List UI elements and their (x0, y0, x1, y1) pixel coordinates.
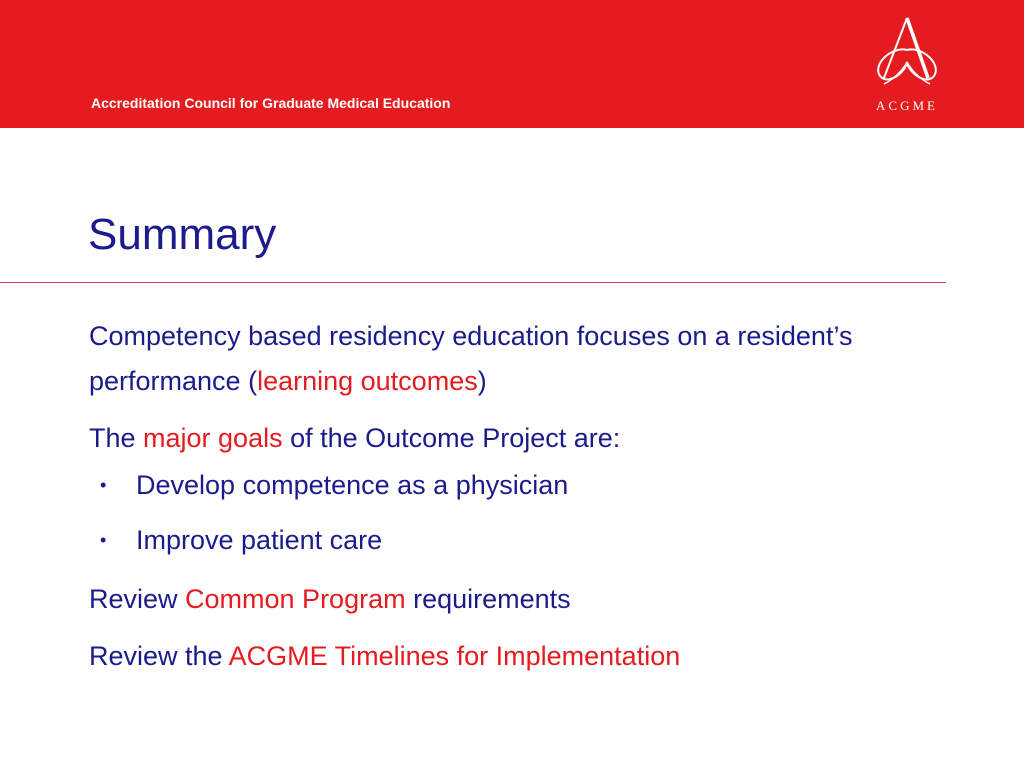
goals-list (89, 463, 949, 563)
bullet-icon: • (100, 475, 107, 495)
list-item (89, 463, 949, 508)
paragraph-review-program-lead: Review (89, 584, 186, 614)
organization-name: Accreditation Council for Graduate Medical Education (91, 95, 451, 111)
header-banner (0, 0, 1024, 128)
slide-body (89, 314, 949, 679)
logo-text: ACGME (876, 98, 938, 113)
slide-title: Summary (88, 210, 277, 259)
paragraph-review-program-tail: requirements (405, 584, 571, 614)
paragraph-review-timelines (89, 634, 949, 679)
paragraph-competency-text: Competency based residency education focuses on a resident’s performance ( (89, 321, 853, 396)
acgme-logo (862, 16, 952, 116)
title-divider (0, 282, 946, 283)
paragraph-goals-lead: The (89, 423, 144, 453)
paragraph-goals (89, 416, 949, 461)
highlight-major-goals: major goals (143, 423, 283, 453)
bullet-icon: • (100, 530, 107, 550)
paragraph-review-program (89, 577, 949, 622)
paragraph-competency (89, 314, 949, 404)
highlight-acgme-timelines: ACGME Timelines for Implementation (228, 641, 681, 671)
paragraph-review-timelines-lead: Review the (89, 641, 229, 671)
paragraph-goals-tail: of the Outcome Project are: (282, 423, 621, 453)
highlight-common-program: Common Program (185, 584, 406, 614)
list-item (89, 518, 949, 563)
highlight-learning-outcomes: learning outcomes (257, 366, 478, 396)
list-item-text: Develop competence as a physician (136, 470, 569, 500)
paragraph-competency-close: ) (477, 366, 487, 396)
list-item-text: Improve patient care (136, 525, 383, 555)
acgme-logo-icon (862, 16, 952, 96)
